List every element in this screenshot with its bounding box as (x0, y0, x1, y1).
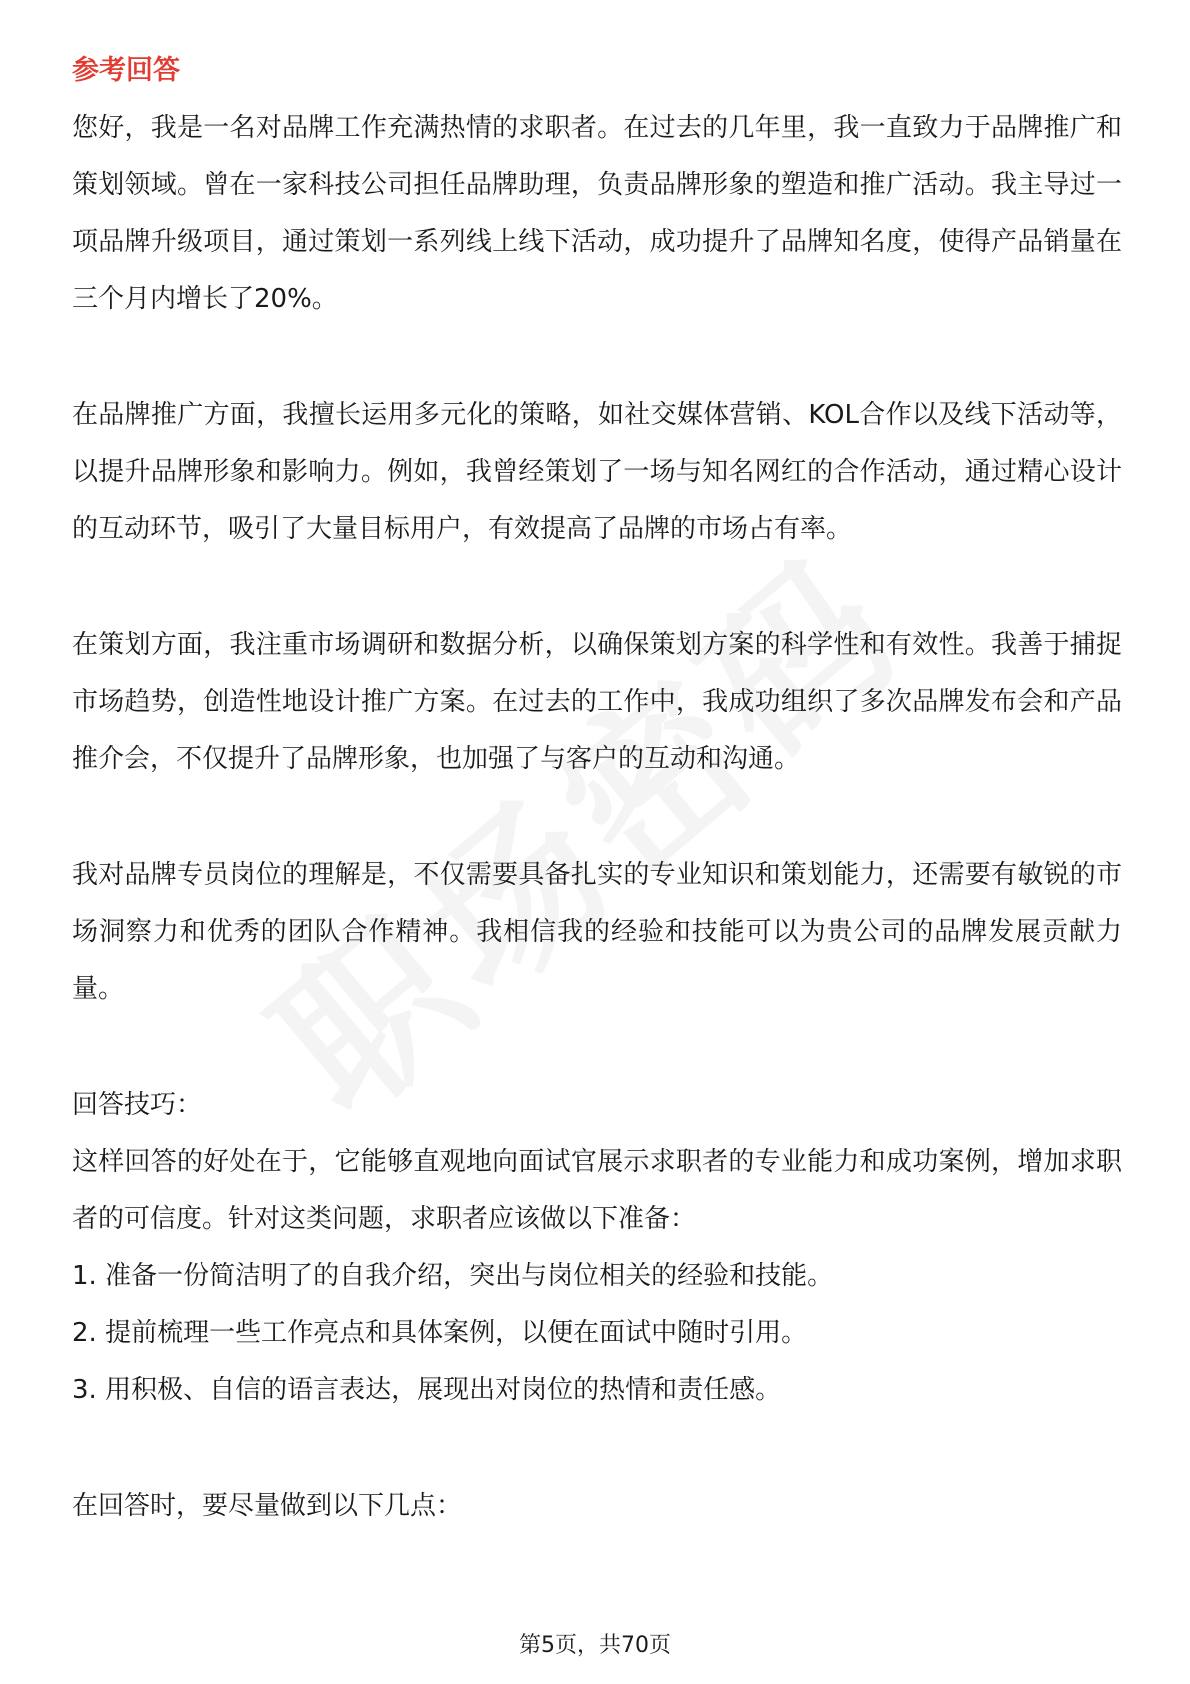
page-content (72, 50, 1122, 1535)
paragraph-spacer (72, 1018, 1122, 1077)
tips-closing: 在回答时，要尽量做到以下几点： (72, 1491, 463, 1521)
paragraph-spacer (72, 328, 1122, 387)
tips-item-2: 2. 提前梳理一些工作亮点和具体案例，以便在面试中随时引用。 (72, 1318, 808, 1348)
page-number: 第5页，共70页 (519, 1633, 671, 1658)
answer-paragraph-2: 在品牌推广方面，我擅长运用多元化的策略，如社交媒体营销、KOL合作以及线下活动等，以提升品牌形象和影响力。例如，我曾经策划了一场与知名网红的合作活动，通过精心设计的互动环节，吸引了大量目标用户，有效提高了品牌的市场占有率。 (72, 400, 1122, 544)
answer-paragraph-4: 我对品牌专员岗位的理解是，不仅需要具备扎实的专业知识和策划能力，还需要有敏锐的市场洞察力和优秀的团队合作精神。我相信我的经验和技能可以为贵公司的品牌发展贡献力量。 (72, 860, 1122, 1004)
section-heading: 参考回答 (72, 55, 180, 86)
paragraph-spacer (72, 558, 1122, 617)
tips-title: 回答技巧： (72, 1090, 203, 1120)
tips-item-1: 1. 准备一份简洁明了的自我介绍，突出与岗位相关的经验和技能。 (72, 1261, 834, 1291)
paragraph-spacer (72, 1419, 1122, 1478)
answer-paragraph-1: 您好，我是一名对品牌工作充满热情的求职者。在过去的几年里，我一直致力于品牌推广和策划领域。曾在一家科技公司担任品牌助理，负责品牌形象的塑造和推广活动。我主导过一项品牌升级项目，通过策划一系列线上线下活动，成功提升了品牌知名度，使得产品销量在三个月内增长了20%。 (72, 113, 1122, 314)
tips-intro: 这样回答的好处在于，它能够直观地向面试官展示求职者的专业能力和成功案例，增加求职者的可信度。针对这类问题，求职者应该做以下准备： (72, 1147, 1122, 1234)
tips-item-3: 3. 用积极、自信的语言表达，展现出对岗位的热情和责任感。 (72, 1375, 782, 1405)
answer-paragraph-3: 在策划方面，我注重市场调研和数据分析，以确保策划方案的科学性和有效性。我善于捕捉市场趋势，创造性地设计推广方案。在过去的工作中，我成功组织了多次品牌发布会和产品推介会，不仅提升了品牌形象，也加强了与客户的互动和沟通。 (72, 630, 1122, 774)
paragraph-spacer (72, 788, 1122, 847)
